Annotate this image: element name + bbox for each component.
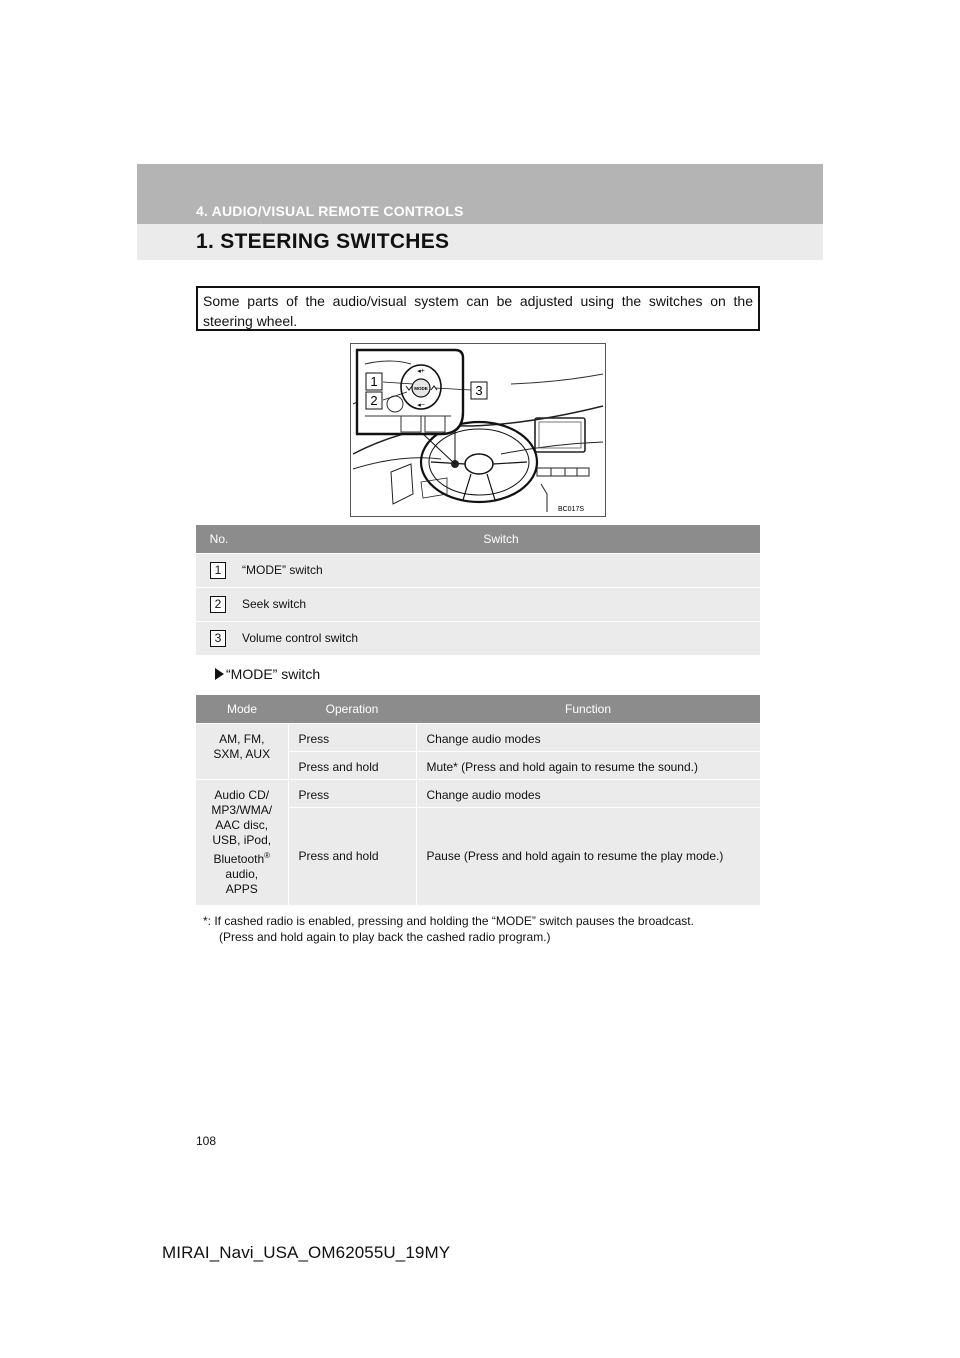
mode-switch-subheading: [215, 666, 320, 682]
subheading-text: “MODE” switch: [226, 666, 321, 682]
page-title: 1. STEERING SWITCHES: [196, 230, 450, 253]
function-cell: Pause (Press and hold again to resume the play mode.): [416, 807, 760, 905]
table-row: [196, 587, 760, 621]
function-cell: Change audio modes: [416, 723, 760, 751]
switch-name: Volume control switch: [242, 621, 760, 655]
switch-name: Seek switch: [242, 587, 760, 621]
footnote: [203, 913, 757, 945]
document-code: MIRAI_Navi_USA_OM62055U_19MY: [162, 1243, 451, 1262]
function-cell: Mute* (Press and hold again to resume the sound.): [416, 751, 760, 779]
header-no: No.: [196, 525, 242, 553]
callout-2-label: 2: [370, 393, 378, 408]
table-row: [196, 553, 760, 587]
page-number: 108: [196, 1134, 217, 1148]
mode-cell: AM, FM, SXM, AUX: [196, 723, 288, 779]
mode-table-header: [196, 695, 760, 723]
operation-cell: Press: [288, 779, 416, 807]
switch-table-header: [196, 525, 760, 553]
operation-cell: Press and hold: [288, 751, 416, 779]
header-switch: Switch: [242, 525, 760, 553]
registered-mark: ®: [264, 850, 271, 860]
table-row: [196, 621, 760, 655]
table-row: [196, 723, 760, 751]
figure-code: BC017S: [557, 506, 585, 513]
callout-1-label: 1: [370, 374, 378, 389]
number-box: 2: [210, 596, 226, 613]
footnote-line-2: (Press and hold again to play back the cashed radio program.): [219, 930, 551, 944]
mode-table: [196, 695, 760, 905]
number-box: 3: [210, 630, 226, 647]
triangle-bullet-icon: [215, 668, 224, 680]
steering-switch-illustration: [350, 343, 606, 517]
function-cell: Change audio modes: [416, 779, 760, 807]
steering-switch-drawing: [351, 344, 605, 516]
footnote-line-1: *: If cashed radio is enabled, pressing and holding the “MODE” switch pauses the broadcast.: [203, 914, 694, 928]
operation-cell: Press: [288, 723, 416, 751]
header-mode: Mode: [196, 695, 288, 723]
mode-button-label: MODE: [414, 386, 428, 391]
mode-cell: Audio CD/ MP3/WMA/ AAC disc, USB, iPod, Bluetooth® audio, APPS: [196, 779, 288, 905]
callout-3-label: 3: [475, 383, 483, 398]
header-function: Function: [416, 695, 760, 723]
number-box: 1: [210, 562, 226, 579]
table-row: [196, 779, 760, 807]
header-operation: Operation: [288, 695, 416, 723]
operation-cell: Press and hold: [288, 807, 416, 905]
svg-text:◂+: ◂+: [417, 368, 425, 375]
switch-name: “MODE” switch: [242, 553, 760, 587]
switch-table: [196, 525, 760, 655]
svg-text:◂−: ◂−: [417, 402, 425, 409]
section-label: 4. AUDIO/VISUAL REMOTE CONTROLS: [196, 203, 464, 219]
intro-box: Some parts of the audio/visual system can be adjusted using the switches on the steering wheel.: [196, 286, 760, 331]
